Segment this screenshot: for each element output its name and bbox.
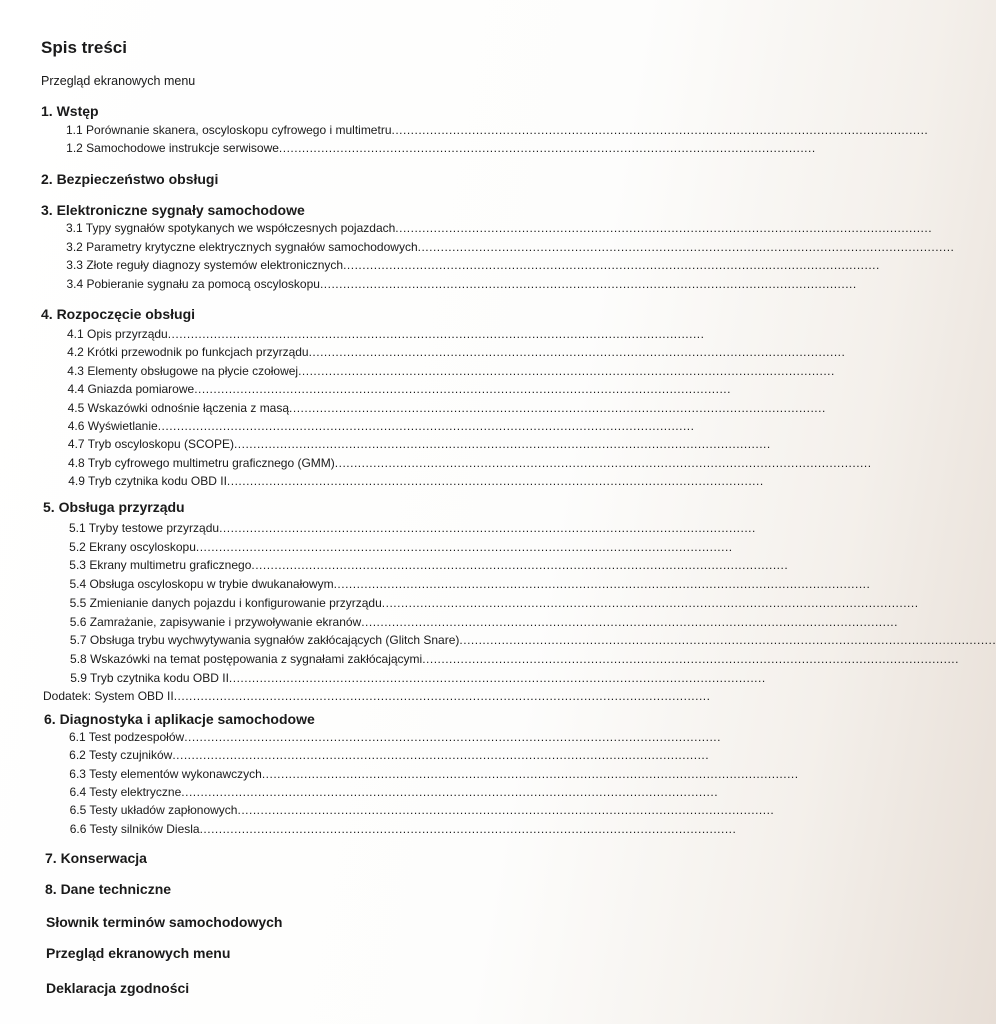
toc-entry <box>67 418 695 434</box>
toc-entry-label: 6.4 Testy elektryczne <box>69 784 182 799</box>
leader-dots: ............................................................................................................................................ <box>172 748 710 763</box>
leader-dots: ............................................................................................................................................ <box>343 258 880 272</box>
toc-entry <box>69 747 710 763</box>
toc-entry-label: 3.1 Typy sygnałów spotykanych we współczesnych pojazdach <box>66 221 396 235</box>
page-title: Spis treści <box>41 38 127 57</box>
toc-entry-label: 6.6 Testy silników Diesla <box>69 821 200 836</box>
toc-section-heading: Przegląd ekranowych menu <box>46 945 231 961</box>
toc-entry <box>69 766 799 782</box>
toc-entry <box>67 400 826 416</box>
toc-section-heading: 6. Diagnostyka i aplikacje samochodowe <box>44 711 315 727</box>
toc-entry <box>68 455 872 471</box>
toc-entry-label: 4.7 Tryb oscyloskopu (SCOPE) <box>67 437 234 452</box>
toc-entry-label: 6.3 Testy elementów wykonawczych <box>69 766 262 781</box>
toc-entry-label: 3.2 Parametry krytyczne elektrycznych sygnałów samochodowych <box>66 239 418 254</box>
leader-dots: ............................................................................................................................................ <box>199 821 737 836</box>
toc-entry <box>68 473 764 489</box>
leader-dots: ............................................................................................................................................ <box>334 455 872 470</box>
toc-entry <box>67 436 771 452</box>
toc-entry-label: 5.3 Ekrany multimetru graficznego <box>69 558 252 573</box>
leader-dots: ............................................................................................................................................ <box>233 437 771 452</box>
leader-dots: ............................................................................................................................................ <box>319 276 857 291</box>
toc-section-heading: Słownik terminów samochodowych <box>46 914 283 930</box>
toc-entry <box>67 363 835 379</box>
toc-entry-label: 4.9 Tryb czytnika kodu OBD II <box>68 474 227 489</box>
toc-entry-label: 1.2 Samochodowe instrukcje serwisowe <box>66 141 279 155</box>
toc-entry-label: Dodatek: System OBD II <box>43 689 174 704</box>
toc-section-heading: 4. Rozpoczęcie obsługi <box>41 306 196 322</box>
leader-dots: ............................................................................................................................................ <box>289 400 826 415</box>
leader-dots: ............................................................................................................................................ <box>219 521 756 535</box>
toc-entry <box>67 326 705 342</box>
toc-entry-label: 3.4 Pobieranie sygnału za pomocą oscyloskopu <box>66 276 320 291</box>
toc-entry <box>69 632 996 648</box>
leader-dots: ............................................................................................................................................ <box>459 633 996 648</box>
toc-entry-label: 5.4 Obsługa oscyloskopu w trybie dwukanałowym <box>69 577 334 592</box>
leader-dots: ............................................................................................................................................ <box>194 382 731 397</box>
toc-entry <box>69 614 898 630</box>
toc-entry-label: 6.2 Testy czujników <box>69 748 173 763</box>
toc-entry <box>66 122 929 138</box>
leader-dots: ............................................................................................................................................ <box>361 614 898 629</box>
toc-entry <box>70 651 959 667</box>
toc-entry-label: 5.8 Wskazówki na temat postępowania z sygnałami zakłócającymi <box>70 651 423 666</box>
toc-entry-label: 4.4 Gniazda pomiarowe <box>67 382 195 397</box>
toc-entry-label: 4.5 Wskazówki odnośnie łączenia z masą <box>67 400 290 415</box>
toc-entry <box>70 670 766 686</box>
leader-dots: ............................................................................................................................................ <box>226 474 764 489</box>
toc-entry <box>69 784 719 800</box>
page-subtitle: Przegląd ekranowych menu <box>41 74 196 88</box>
toc-section-heading: 1. Wstęp <box>41 103 99 119</box>
toc-entry <box>69 576 871 592</box>
toc-entry <box>66 239 955 255</box>
toc-entry-label: 5.7 Obsługa trybu wychwytywania sygnałów zakłócających (Glitch Snare) <box>69 633 460 648</box>
toc-entry <box>69 802 775 818</box>
toc-entry-label: 4.6 Wyświetlanie <box>67 419 158 433</box>
toc-entry-label: 5.1 Tryby testowe przyrządu <box>69 521 220 535</box>
toc-entry-label: 5.5 Zmienianie danych pojazdu i konfigurowanie przyrządu <box>69 595 382 610</box>
toc-section-heading: 8. Dane techniczne <box>45 881 172 897</box>
leader-dots: ............................................................................................................................................ <box>173 689 711 704</box>
leader-dots: ............................................................................................................................................ <box>333 577 871 592</box>
toc-entry-label: 4.3 Elementy obsługowe na płycie czołowej <box>67 363 299 378</box>
toc-section-heading: 3. Elektroniczne sygnały samochodowe <box>41 202 305 218</box>
toc-entry <box>69 821 737 837</box>
toc-appendix-entry <box>43 688 711 704</box>
toc-entry-label: 5.9 Tryb czytnika kodu OBD II <box>70 670 229 685</box>
toc-entry-label: 6.1 Test podzespołów <box>69 730 185 744</box>
toc-entry <box>67 381 731 397</box>
toc-entry-label: 6.5 Testy układów zapłonowych <box>69 803 238 818</box>
toc-entry <box>69 729 721 745</box>
toc-entry <box>69 595 919 611</box>
toc-entry <box>66 220 933 236</box>
toc-entry-label: 5.2 Ekrany oscyloskopu <box>69 539 196 554</box>
toc-entry <box>69 520 756 536</box>
leader-dots: ............................................................................................................................................ <box>228 670 766 685</box>
toc-entry-label: 3.3 Złote reguły diagnozy systemów elektronicznych <box>66 258 344 272</box>
leader-dots: ............................................................................................................................................ <box>181 784 719 799</box>
leader-dots: ............................................................................................................................................ <box>381 595 919 610</box>
toc-entry-label: 4.1 Opis przyrządu <box>67 327 168 341</box>
toc-entry <box>67 344 846 360</box>
leader-dots: ............................................................................................................................................ <box>391 123 929 137</box>
leader-dots: ............................................................................................................................................ <box>422 651 959 666</box>
leader-dots: ............................................................................................................................................ <box>308 345 846 360</box>
toc-entry-label: 1.1 Porównanie skanera, oscyloskopu cyfrowego i multimetru <box>66 123 392 137</box>
leader-dots: ............................................................................................................................................ <box>195 539 733 554</box>
toc-section-heading: 2. Bezpieczeństwo obsługi <box>41 171 219 187</box>
toc-entry <box>69 539 733 555</box>
leader-dots: ............................................................................................................................................ <box>298 363 835 378</box>
leader-dots: ............................................................................................................................................ <box>237 803 775 818</box>
leader-dots: ............................................................................................................................................ <box>395 221 933 235</box>
toc-entry <box>69 557 789 573</box>
leader-dots: ............................................................................................................................................ <box>184 730 721 744</box>
toc-entry-label: 4.2 Krótki przewodnik po funkcjach przyrządu <box>67 345 309 360</box>
leader-dots: ............................................................................................................................................ <box>417 239 955 254</box>
toc-entry-label: 4.8 Tryb cyfrowego multimetru graficznego (GMM) <box>68 455 335 470</box>
leader-dots: ............................................................................................................................................ <box>157 419 695 433</box>
toc-entry <box>66 140 816 156</box>
toc-section-heading: 5. Obsługa przyrządu <box>43 499 185 515</box>
toc-entry-label: 5.6 Zamrażanie, zapisywanie i przywoływanie ekranów <box>69 614 362 629</box>
leader-dots: ............................................................................................................................................ <box>251 558 789 573</box>
toc-section-heading: Deklaracja zgodności <box>46 980 190 996</box>
leader-dots: ............................................................................................................................................ <box>278 141 816 155</box>
leader-dots: ............................................................................................................................................ <box>167 327 705 341</box>
leader-dots: ............................................................................................................................................ <box>261 766 799 781</box>
toc-entry <box>66 276 857 292</box>
toc-entry <box>66 257 880 273</box>
toc-section-heading: 7. Konserwacja <box>45 850 147 866</box>
